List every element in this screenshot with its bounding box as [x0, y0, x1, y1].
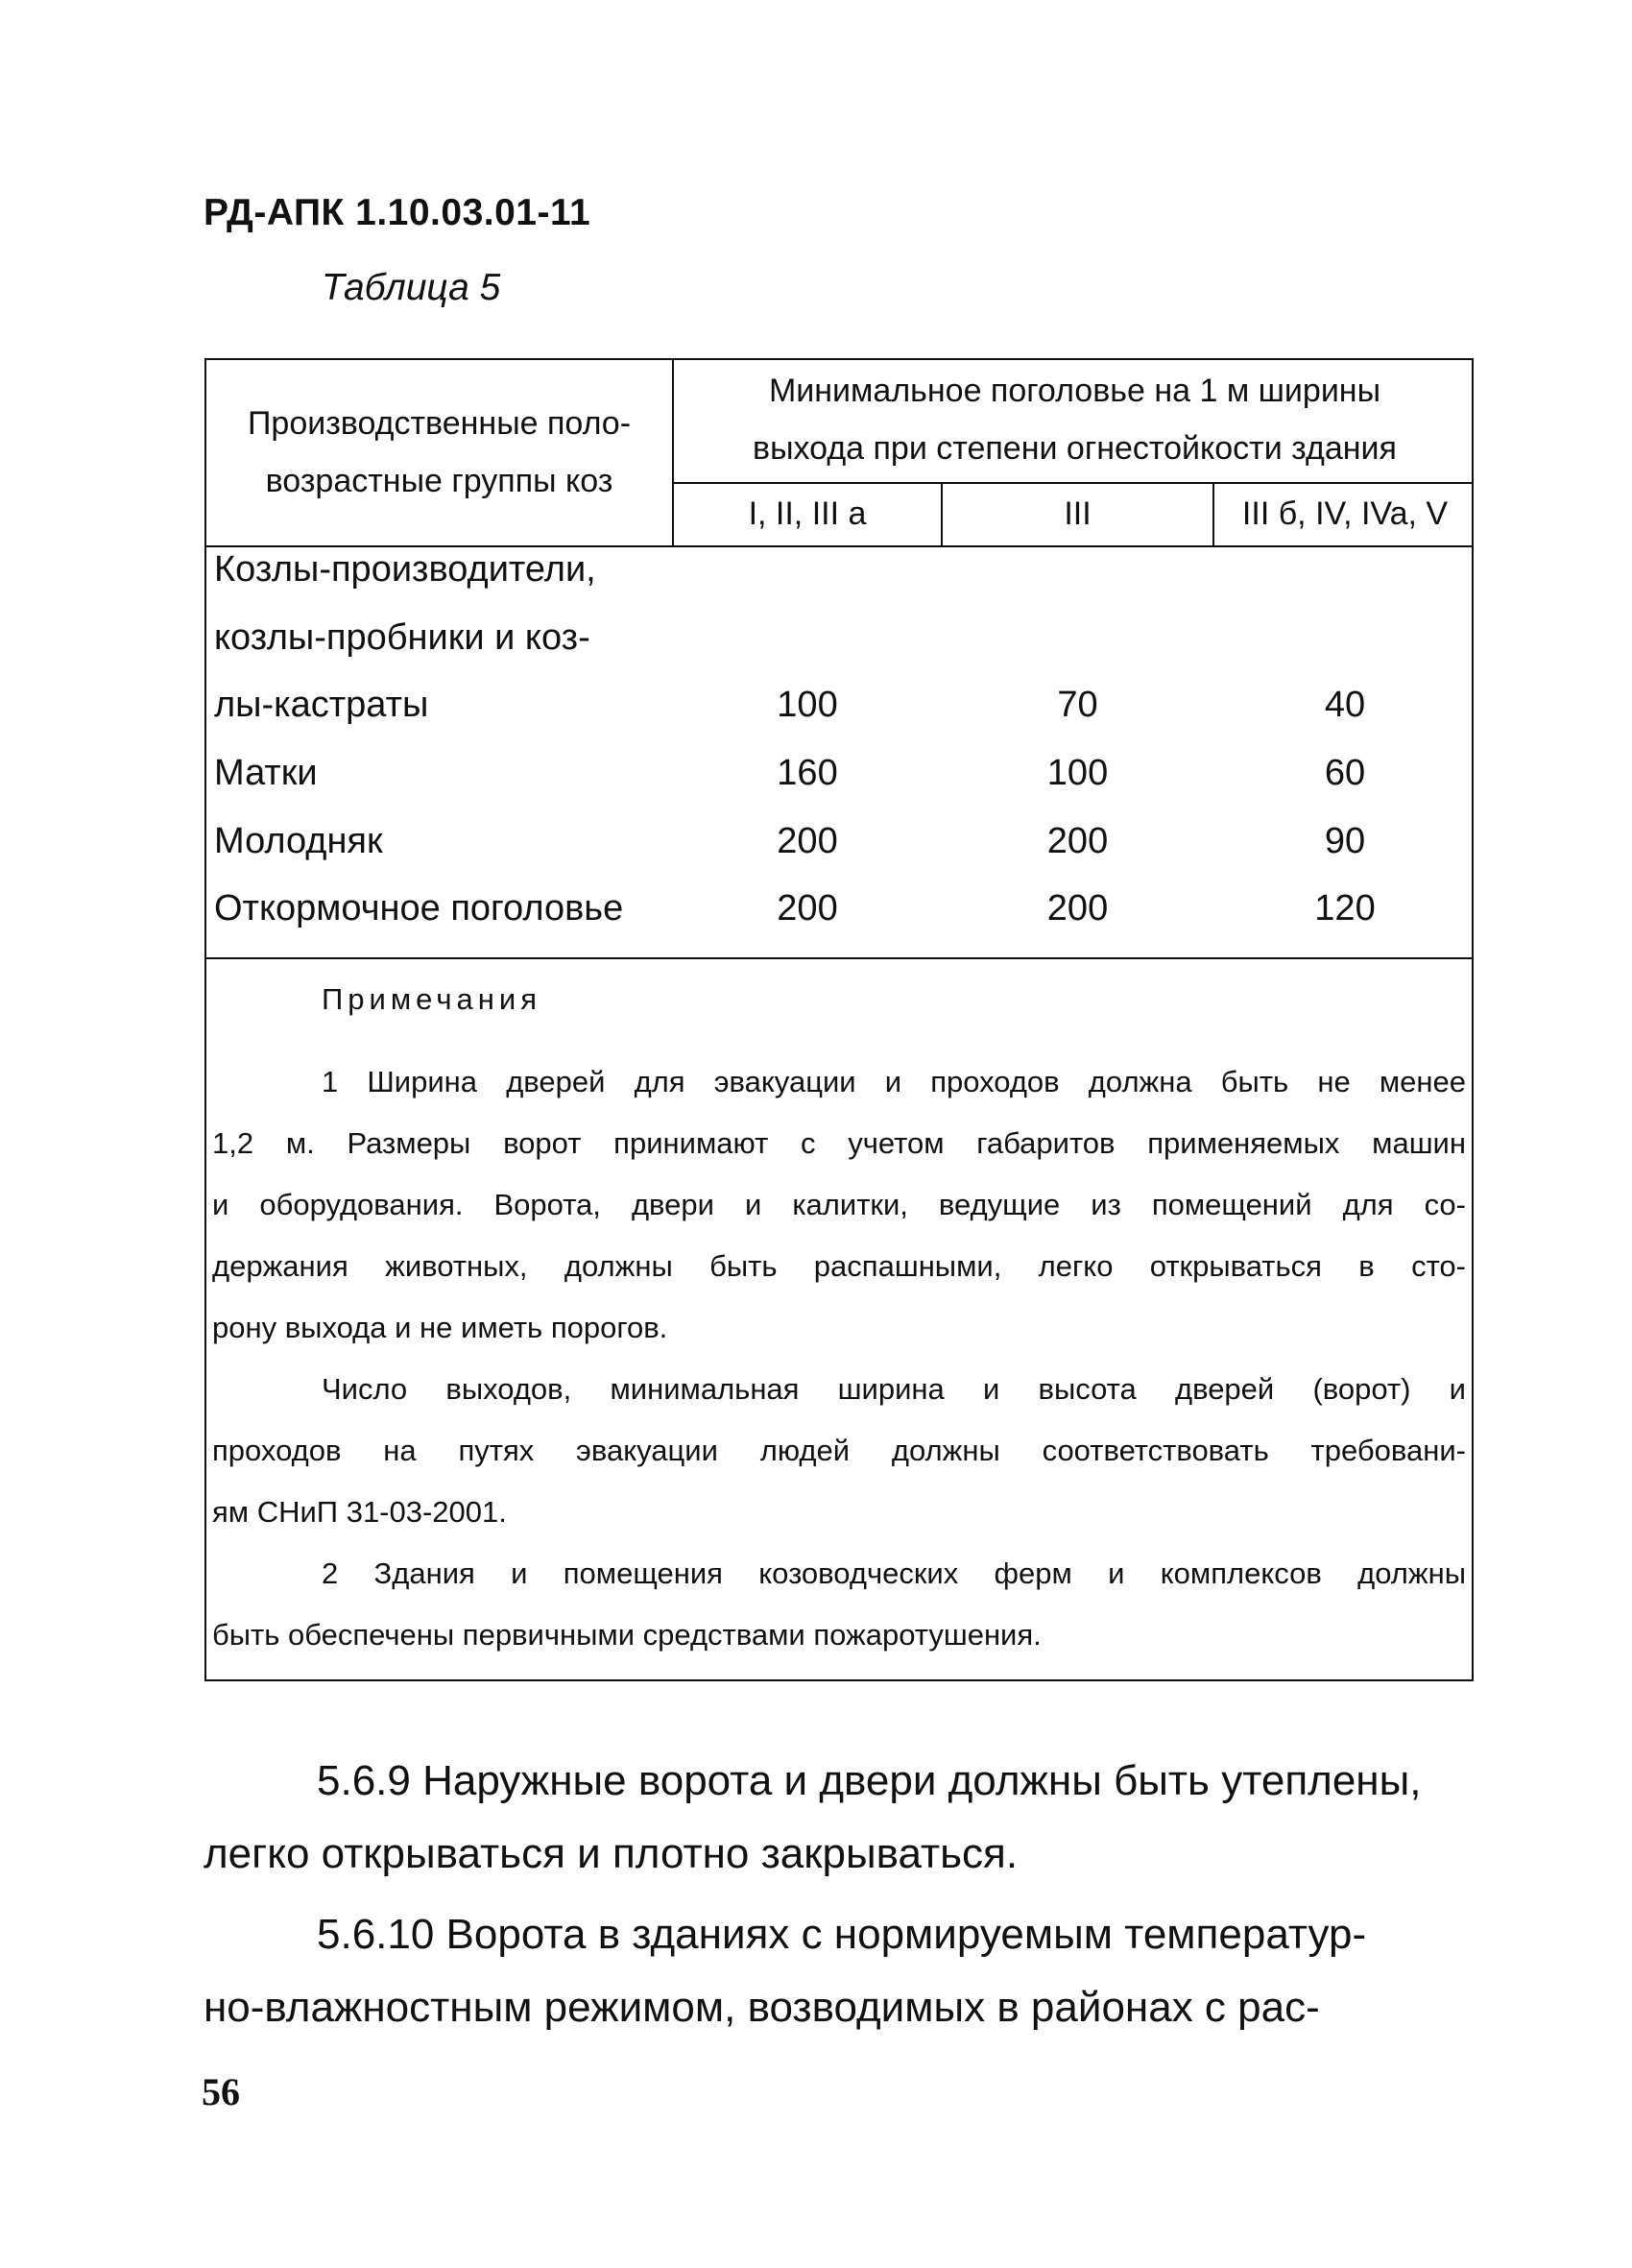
row-label: Молодняк — [214, 821, 383, 861]
group-header — [206, 395, 672, 510]
table-cell: 100 — [777, 685, 838, 725]
body-paragraph-line: но-влажностным режимом, возводимых в районах с рас- — [204, 1984, 1320, 2031]
table-cell: 60 — [1324, 753, 1366, 793]
table-cell: 40 — [1324, 685, 1366, 725]
header-bottom-border — [206, 545, 1472, 547]
row-label: козлы-пробники и коз- — [214, 617, 590, 658]
body-paragraph-line: 5.6.9 Наружные ворота и двери должны быть утеплены, — [317, 1757, 1422, 1804]
table-cell: 90 — [1324, 821, 1366, 861]
note-line: и оборудования. Ворота, двери и калитки, ведущие из помещений для со- — [212, 1188, 1466, 1221]
table-cell: 200 — [777, 888, 838, 929]
row-label: Матки — [214, 753, 318, 793]
table-cell: 100 — [1046, 753, 1109, 793]
table-cell: 200 — [777, 821, 838, 861]
row-label: лы-кастраты — [214, 685, 429, 725]
table-cell: 70 — [1057, 685, 1098, 725]
note-line: быть обеспечены первичными средствами пожаротушения. — [212, 1618, 1042, 1652]
note-line: Число выходов, минимальная ширина и высота дверей (ворот) и — [322, 1372, 1466, 1406]
span-header — [674, 362, 1476, 477]
subheader-col-1: I, II, III a — [748, 495, 867, 532]
subheader-col-2: III — [1064, 495, 1092, 532]
table-cell: 120 — [1314, 888, 1376, 929]
header-divider — [672, 482, 1472, 484]
table-title: Таблица 5 — [322, 267, 501, 308]
note-line: держания животных, должны быть распашными, легко открываться в сто- — [212, 1249, 1466, 1283]
subheader-col-3: III б, IV, IVa, V — [1241, 495, 1449, 532]
note-line: 2 Здания и помещения козоводческих ферм и комплексов должны — [322, 1556, 1466, 1590]
note-line: 1,2 м. Размеры ворот принимают с учетом габаритов применяемых машин — [212, 1126, 1466, 1160]
row-label: Откормочное поголовье — [214, 888, 624, 929]
span-header-line1: Минимальное поголовье на 1 м ширины — [768, 373, 1381, 409]
note-line: проходов на путях эвакуации людей должны соответствовать требовани- — [212, 1434, 1466, 1467]
table-cell: 200 — [1046, 888, 1109, 929]
table-cell: 160 — [777, 753, 838, 793]
notes-top-border — [206, 957, 1472, 959]
span-header-line2: выхода при степени огнестойкости здания — [753, 430, 1397, 467]
group-header-line2: возрастные группы коз — [265, 463, 613, 499]
page-number: 56 — [202, 2070, 240, 2113]
note-line: рону выхода и не иметь порогов. — [212, 1311, 668, 1344]
body-paragraph-line: легко открываться и плотно закрываться. — [204, 1830, 1019, 1877]
requirements-table — [204, 358, 1474, 1681]
notes-heading: Примечания — [322, 982, 541, 1016]
table-cell: 200 — [1046, 821, 1109, 861]
body-paragraph-line: 5.6.10 Ворота в зданиях с нормируемым температур- — [317, 1911, 1367, 1958]
group-header-line1: Производственные поло- — [247, 405, 632, 442]
doc-code: РД-АПК 1.10.03.01-11 — [204, 192, 591, 233]
row-label: Козлы-производители, — [214, 549, 596, 590]
note-line: ям СНиП 31-03-2001. — [212, 1495, 507, 1529]
note-line: 1 Ширина дверей для эвакуации и проходов должна быть не менее — [322, 1065, 1466, 1098]
